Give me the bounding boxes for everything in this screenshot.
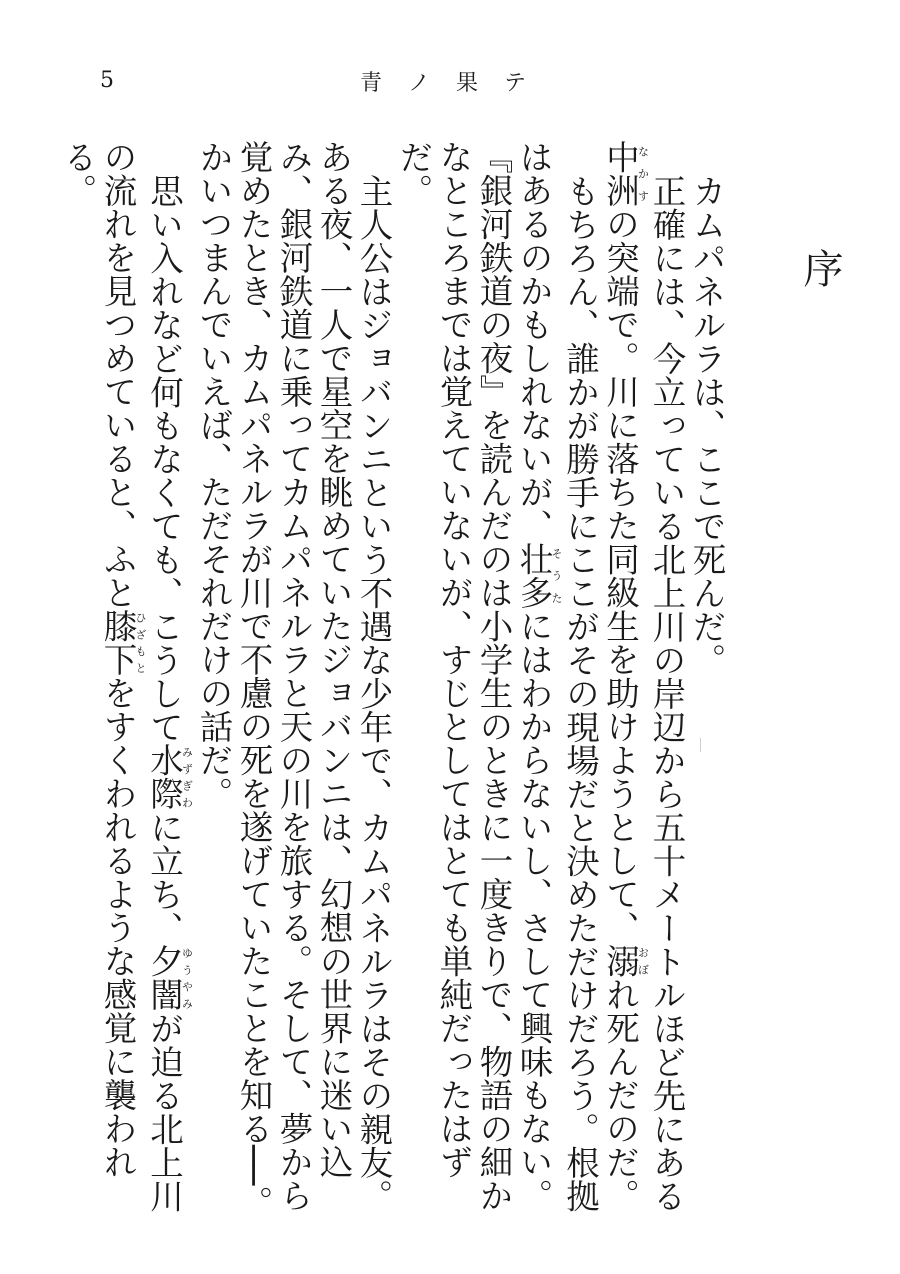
ruby-base: 夕闇 <box>144 944 184 1011</box>
ruby-reading: ひざもと <box>134 609 147 676</box>
running-title: 青ノ果テ <box>360 71 553 96</box>
paragraph <box>600 140 687 1230</box>
ruby-annotation <box>600 140 650 207</box>
ruby-annotation <box>144 743 194 810</box>
paragraph <box>686 140 726 1230</box>
text-run: をすくわれるような感覚に襲われる。 <box>58 140 137 1179</box>
paragraph <box>513 140 600 1230</box>
ruby-base: 中洲 <box>600 140 640 207</box>
ruby-base: 膝下 <box>98 609 137 676</box>
text-run: に立ち、 <box>144 810 184 944</box>
text-run: 正確には、今立っている北上川の岸辺から五十メートルほど先にある <box>647 173 686 1212</box>
text-run: カムパネルラは、ここで死んだ。 <box>687 173 726 676</box>
ruby-base: 壮多 <box>514 542 553 609</box>
page-number: 5 <box>100 68 114 93</box>
ruby-base: 水際 <box>144 743 184 810</box>
text-run: 主人公はジョバンニという不遇な少年で、カムパネルラはその親友。ある夜、一人で星空を眺めていたジョバンニは、幻想の世界に迷い込み、銀河鉄道に乗ってカムパネルラと天の川を旅する。そして、夢から覚めたとき、カムパネルラが川で不慮の死を遂げていたことを知る──。かいつまんでいえば、ただそれだけの話だ。 <box>194 140 393 1219</box>
text-run: 思い入れなど何もなくても、こうして <box>144 173 184 743</box>
ruby-reading: ゆうやみ <box>180 944 194 1011</box>
scan-mark <box>700 738 701 752</box>
text-run: れ死んだのだ。 <box>600 977 640 1212</box>
ruby-reading: そうた <box>550 542 563 609</box>
paragraph <box>193 140 393 1230</box>
page-header <box>0 64 900 104</box>
paragraph <box>393 140 513 1230</box>
text-run: 『銀河鉄道の夜』を読んだのは小学生のときに一度きりで、物語の細かなところまでは覚えていないが、すじとしてはとても単純だったはずだ。 <box>394 140 513 1212</box>
ruby-annotation <box>98 609 147 676</box>
ruby-reading: みずぎわ <box>180 743 194 810</box>
vertical-body-text <box>57 140 843 1230</box>
chapter-title: 序 <box>797 248 843 288</box>
ruby-annotation <box>144 944 194 1011</box>
text-run: の突端で。川に落ちた同級生を助けようとして、 <box>600 207 640 944</box>
ruby-annotation <box>514 542 563 609</box>
ruby-base: 溺 <box>600 944 640 978</box>
ruby-annotation <box>600 944 650 978</box>
text-run: が迫る北上川の流れを見つめていると、ふと <box>98 140 184 1212</box>
paragraph <box>57 140 193 1230</box>
text-run: にはわからないし、さして興味もない。 <box>514 609 553 1212</box>
ruby-reading: なかす <box>636 140 650 207</box>
ruby-reading: おぼ <box>636 944 650 978</box>
text-run: もちろん、誰かが勝手にここがその現場だと決めただけだろう。根拠はあるのかもしれないが、 <box>514 140 600 1212</box>
